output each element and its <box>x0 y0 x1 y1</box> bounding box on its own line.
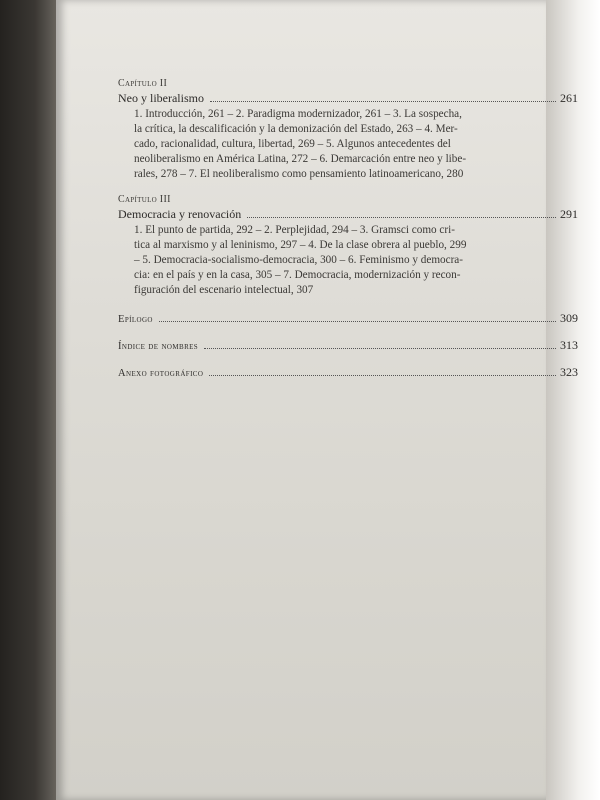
page-number: 309 <box>560 311 578 325</box>
summary-line: figuración del escenario intelectual, 307 <box>134 284 314 296</box>
page-number: 261 <box>560 91 578 105</box>
summary-line: – 5. Democracia-socialismo-democracia, 300 – 6. Feminismo y democra- <box>134 254 463 266</box>
dot-leader <box>247 216 556 218</box>
entry-title: Anexo fotográfico <box>118 368 204 379</box>
summary-line: cia: en el país y en la casa, 305 – 7. Democracia, modernización y recon- <box>134 269 461 281</box>
book-spine-shadow <box>0 0 58 800</box>
page-number: 323 <box>560 365 578 379</box>
summary-line: 1. El punto de partida, 292 – 2. Perplejidad, 294 – 3. Gramsci como cri- <box>134 224 455 236</box>
page-number: 313 <box>560 338 578 352</box>
summary-line: cado, racionalidad, cultura, libertad, 269 – 5. Algunos antecedentes del <box>134 138 451 150</box>
chapter-entry-3 <box>118 194 578 298</box>
page-number: 291 <box>560 207 578 221</box>
chapter-title-row[interactable] <box>118 90 578 106</box>
toc-entry-indice[interactable] <box>118 337 578 355</box>
entry-title: Índice de nombres <box>118 341 199 352</box>
table-of-contents <box>118 78 578 382</box>
summary-line: neoliberalismo en América Latina, 272 – 6. Demarcación entre neo y libe- <box>134 153 467 165</box>
chapter-title-row[interactable] <box>118 206 578 222</box>
chapter-label: Capítulo III <box>118 194 171 205</box>
dot-leader <box>204 347 556 349</box>
entry-title: Epílogo <box>118 314 153 325</box>
summary-line: la crítica, la descalificación y la demonización del Estado, 263 – 4. Mer- <box>134 123 458 135</box>
chapter-label: Capítulo II <box>118 78 168 89</box>
summary-line: 1. Introducción, 261 – 2. Paradigma modernizador, 261 – 3. La sospecha, <box>134 108 462 120</box>
toc-entry-anexo[interactable] <box>118 364 578 382</box>
chapter-summary <box>118 107 578 182</box>
summary-line: rales, 278 – 7. El neoliberalismo como pensamiento latinoamericano, 280 <box>134 168 464 180</box>
dot-leader <box>209 374 556 376</box>
dot-leader <box>210 100 556 102</box>
chapter-title: Neo y liberalismo <box>118 91 204 105</box>
book-page <box>56 0 578 800</box>
toc-entry-epilogo[interactable] <box>118 310 578 328</box>
dot-leader <box>159 320 556 322</box>
chapter-summary <box>118 223 578 298</box>
summary-line: tica al marxismo y al leninismo, 297 – 4. De la clase obrera al pueblo, 299 <box>134 239 467 251</box>
chapter-entry-2 <box>118 78 578 182</box>
chapter-title: Democracia y renovación <box>118 207 242 221</box>
